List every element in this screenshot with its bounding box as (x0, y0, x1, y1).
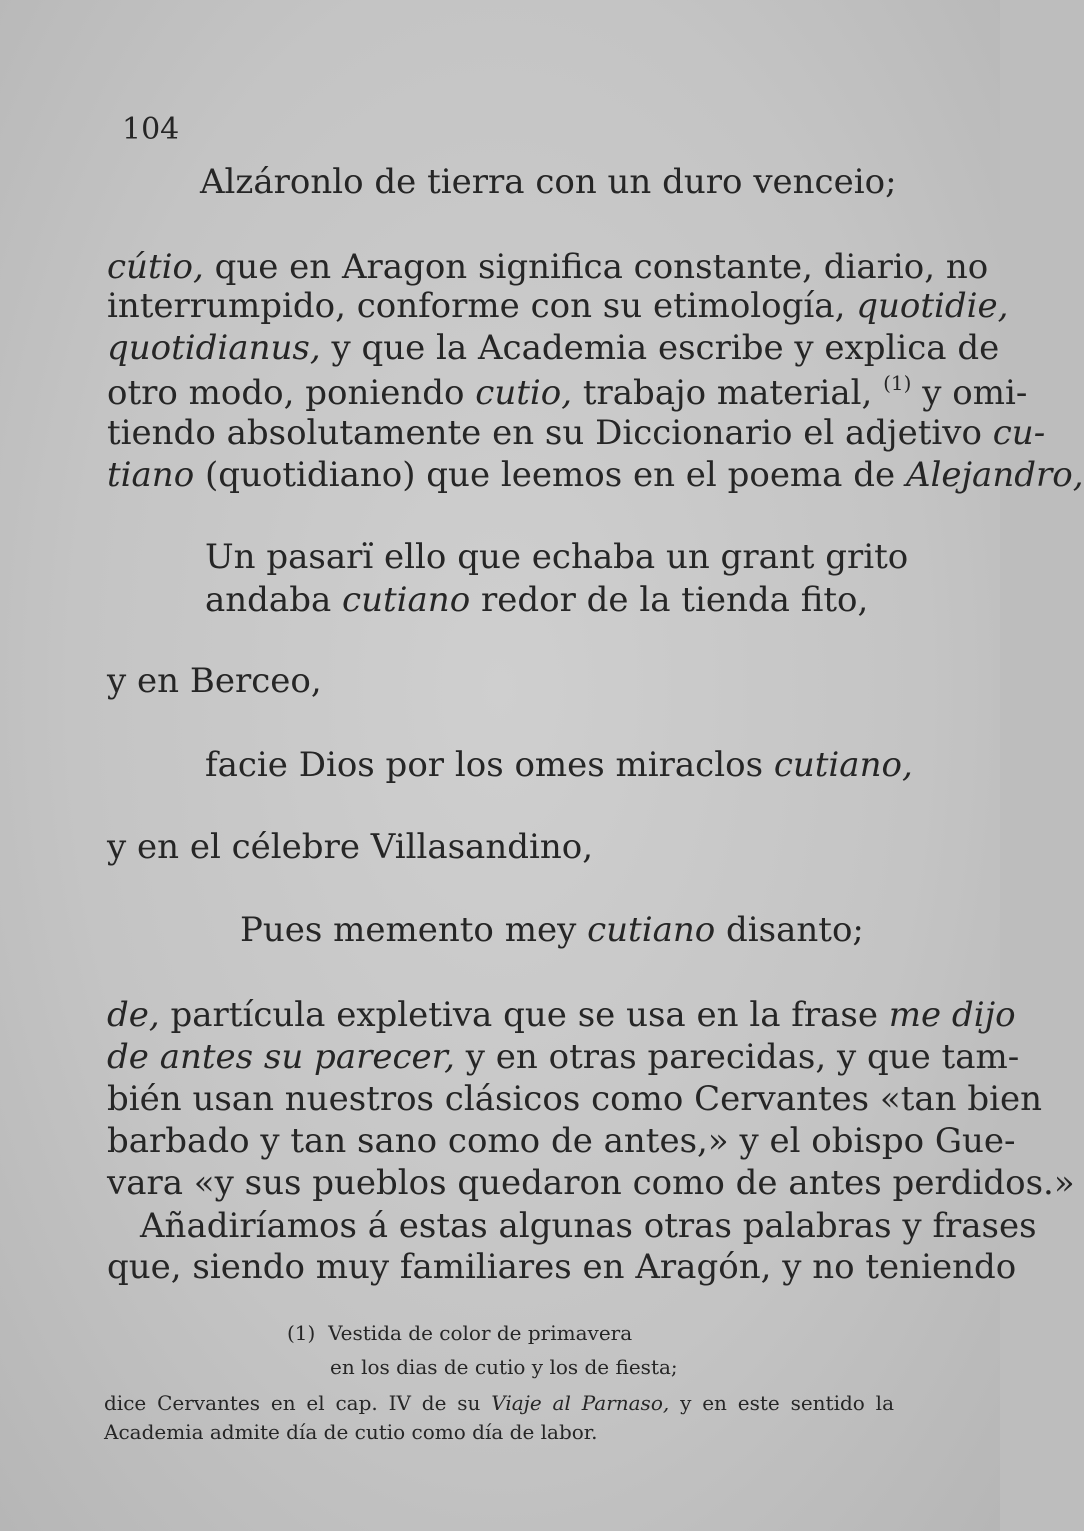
defined-term: cutiano (587, 910, 716, 950)
example-phrase: me dijo (888, 995, 1016, 1035)
footnote-reference: (1) (883, 371, 912, 395)
work-title: Alejandro, (905, 455, 1084, 495)
verse-quote-alexandre-1: Alzáronlo de tierra con un duro venceio; (200, 162, 897, 202)
verse-line: Un pasarï ello que echaba un grant grito (205, 537, 909, 577)
page-number: 104 (122, 112, 180, 147)
verse-line: andaba cutiano redor de la tienda fito, (205, 580, 869, 620)
defined-term: tiano (107, 455, 195, 495)
footnote-verse-line: (1) Vestida de color de primavera (287, 1321, 633, 1345)
verse-line: facie Dios por los omes miraclos cutiano, (205, 745, 913, 785)
verse-line: Pues memento mey cutiano disanto; (240, 910, 864, 950)
footnote-line: Academia admite día de cutio como día de labor. (104, 1420, 598, 1444)
text-line: bién usan nuestros clásicos como Cervantes «tan bien (107, 1079, 1042, 1119)
footnote-marker: (1) (287, 1321, 316, 1345)
example-phrase: de antes su parecer, (107, 1037, 455, 1077)
footnote-verse-line: en los dias de cutio y los de fiesta; (330, 1355, 678, 1379)
text-line: Añadiríamos á estas algunas otras palabras y frases (140, 1206, 1037, 1246)
text-line: barbado y tan sano como de antes,» y el obispo Gue- (107, 1121, 1016, 1161)
work-title: Viaje al Parnaso, (491, 1391, 670, 1415)
text-line: interrumpido, conforme con su etimología, quotidie, (107, 286, 1009, 326)
defined-term: de, (107, 995, 160, 1035)
text-line: tiendo absolutamente en su Diccionario el adjetivo cu- (107, 413, 1046, 453)
text-line: quotidianus, y que la Academia escribe y explica de (107, 328, 1000, 368)
defined-term: cu- (992, 413, 1046, 453)
footnote-line: dice Cervantes en el cap. IV de su Viaje al Parnaso, y en este sentido la (104, 1391, 894, 1415)
text-line: de antes su parecer, y en otras parecidas, y que tam- (107, 1037, 1020, 1077)
defined-term: cútio, (107, 247, 204, 287)
text-line: que, siendo muy familiares en Aragón, y no teniendo (107, 1247, 1017, 1287)
text-line: vara «y sus pueblos quedaron como de antes perdidos.» (107, 1163, 1075, 1203)
defined-term: cutiano (342, 580, 471, 620)
text-line: otro modo, poniendo cutio, trabajo material, $^{(1)}$ y omi- (107, 371, 1028, 413)
text-line: y en Berceo, (107, 661, 322, 701)
latin-term: quotidie, (856, 286, 1009, 326)
text-line: tiano (quotidiano) que leemos en el poema de Alejandro, (107, 455, 1084, 495)
defined-term: cutio, (475, 373, 573, 413)
latin-term: quotidianus, (107, 328, 321, 368)
text-line: cútio, que en Aragon significa constante, diario, no (107, 247, 989, 287)
defined-term: cutiano, (773, 745, 913, 785)
text-line: y en el célebre Villasandino, (107, 827, 594, 867)
text-line: de, partícula expletiva que se usa en la frase me dijo (107, 995, 1016, 1035)
